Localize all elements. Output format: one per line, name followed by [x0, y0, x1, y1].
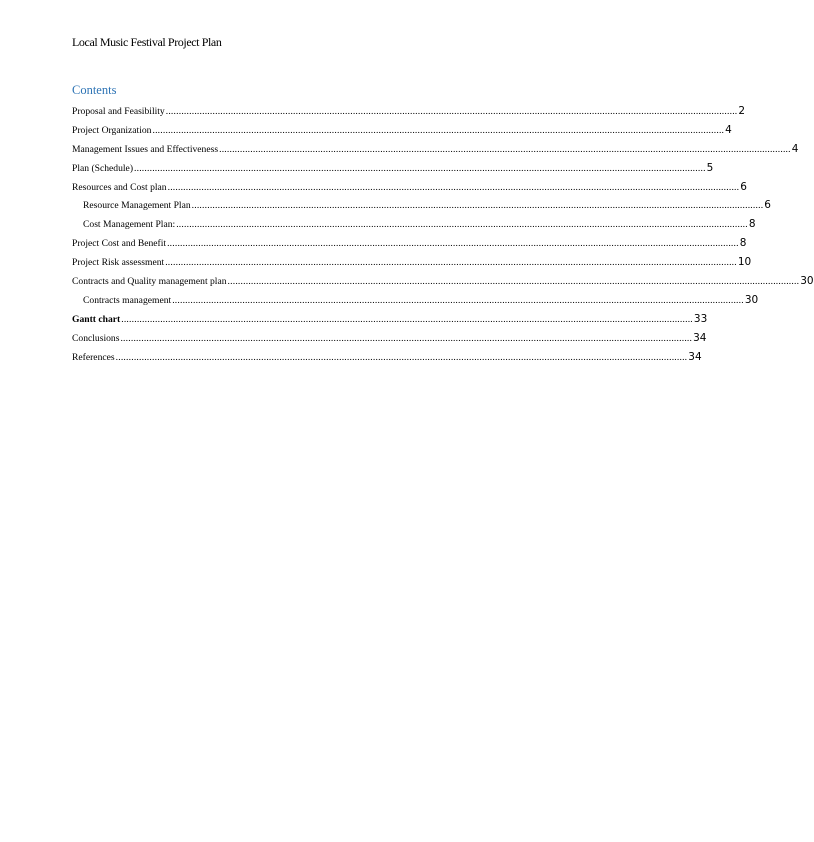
toc-entry[interactable] [72, 253, 752, 272]
toc-entry-page: 2 [738, 105, 746, 117]
toc-entry-label: References [72, 351, 115, 363]
toc-dot-leader: ............................................................................................................................................................................................................................ [176, 219, 748, 231]
toc-heading: Contents [72, 83, 117, 97]
toc-entry-page: 6 [740, 180, 747, 193]
toc-entry[interactable] [72, 178, 747, 197]
toc-entry-label: Project Risk assessment [72, 257, 165, 269]
toc-dot-leader: ............................................................................................................................................................................................................................ [219, 143, 791, 155]
toc-entry-label: Project Organization [72, 124, 152, 136]
toc-entry[interactable] [72, 215, 756, 234]
toc-entry[interactable] [72, 140, 799, 159]
toc-dot-leader: ............................................................................................................................................................................................................................ [121, 313, 693, 325]
toc-entry-page: 8 [739, 237, 747, 250]
toc-dot-leader: ............................................................................................................................................................................................................................ [134, 162, 706, 174]
toc-entry-label: Resources and Cost plan [72, 181, 167, 193]
toc-entry-page: 4 [791, 142, 799, 155]
toc-entry-page: 8 [748, 218, 756, 231]
toc-entry[interactable] [72, 310, 708, 329]
toc-entry-page: 34 [693, 331, 707, 344]
toc-entry-page: 33 [693, 312, 708, 325]
toc-entry-page: 10 [737, 256, 752, 269]
toc-dot-leader: ............................................................................................................................................................................................................................ [120, 332, 693, 344]
toc-dot-leader: ............................................................................................................................................................................................................................ [227, 276, 800, 288]
toc-dot-leader: ............................................................................................................................................................................................................................ [165, 257, 737, 269]
toc-dot-leader: ............................................................................................................................................................................................................................ [152, 124, 725, 136]
toc-dot-leader: ............................................................................................................................................................................................................................ [167, 238, 739, 250]
toc-entry-label: Contracts and Quality management plan [72, 276, 227, 288]
toc-entry[interactable] [72, 121, 732, 140]
table-of-contents [72, 102, 814, 366]
toc-entry[interactable] [72, 159, 714, 178]
toc-entry-page: 4 [725, 123, 732, 136]
toc-dot-leader: ............................................................................................................................................................................................................................ [191, 200, 764, 212]
page-header: Local Music Festival Project Plan [72, 35, 222, 49]
toc-entry-label: Cost Management Plan: [83, 219, 176, 231]
toc-entry[interactable] [72, 329, 707, 348]
toc-entry-page: 30 [800, 275, 814, 288]
toc-dot-leader: ............................................................................................................................................................................................................................ [165, 106, 738, 117]
toc-entry-label: Project Cost and Benefit [72, 238, 167, 250]
toc-entry-label: Management Issues and Effectiveness [72, 143, 219, 155]
toc-entry-label: Conclusions [72, 332, 120, 344]
toc-dot-leader: ............................................................................................................................................................................................................................ [167, 181, 740, 193]
toc-entry-label: Gantt chart [72, 313, 121, 325]
toc-entry-label: Contracts management [83, 294, 172, 306]
toc-entry-page: 6 [764, 199, 771, 212]
toc-entry-page: 5 [706, 161, 714, 174]
toc-entry[interactable] [72, 102, 746, 121]
toc-entry-page: 34 [688, 350, 702, 363]
toc-entry-label: Plan (Schedule) [72, 162, 134, 174]
toc-entry[interactable] [72, 272, 814, 291]
toc-entry[interactable] [72, 348, 702, 367]
toc-entry[interactable] [72, 234, 747, 253]
toc-entry-label: Proposal and Feasibility [72, 106, 165, 117]
toc-dot-leader: ............................................................................................................................................................................................................................ [172, 294, 744, 306]
toc-entry[interactable] [72, 196, 771, 215]
toc-entry[interactable] [72, 291, 759, 310]
toc-entry-label: Resource Management Plan [83, 200, 191, 212]
toc-entry-page: 30 [744, 293, 759, 306]
toc-dot-leader: ............................................................................................................................................................................................................................ [115, 351, 688, 363]
